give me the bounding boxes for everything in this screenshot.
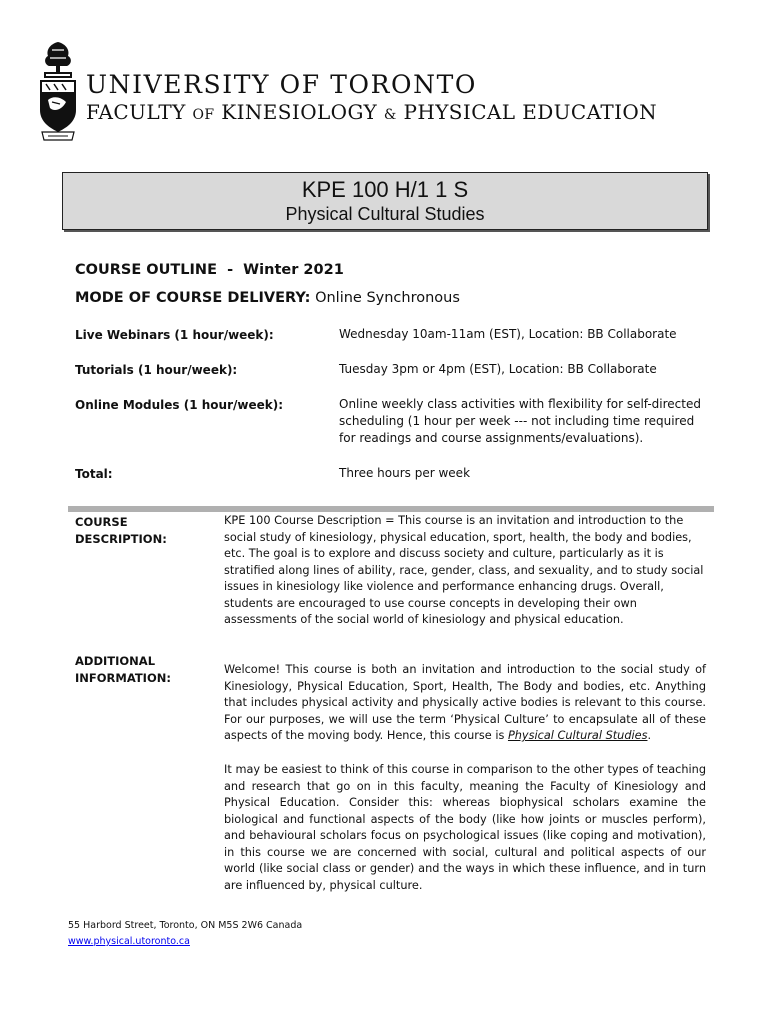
additional-info-label: ADDITIONAL INFORMATION: [75,654,171,685]
course-outline-heading: COURSE OUTLINE - Winter 2021 [75,262,344,278]
university-crest-logo [36,40,80,144]
schedule-value-total: Three hours per week [339,466,471,480]
delivery-mode-value: Online Synchronous [315,290,460,306]
university-name: UNIVERSITY OF TORONTO [86,70,477,99]
delivery-mode-label: MODE OF COURSE DELIVERY: [75,290,311,306]
schedule-value-tutorials: Tuesday 3pm or 4pm (EST), Location: BB Collaborate [339,362,657,376]
additional-info-paragraph-1 [224,662,706,745]
footer-address: 55 Harbord Street, Toronto, ON M5S 2W6 Canada [68,920,303,931]
course-title: Physical Cultural Studies [285,204,485,224]
course-code: KPE 100 H/1 1 S [301,177,469,202]
schedule-value-webinars: Wednesday 10am-11am (EST), Location: BB Collaborate [339,327,677,341]
para1-end: . [647,729,652,742]
schedule-value-modules: Online weekly class activities with flexibility for self-directed scheduling (1 hour per week --- not including time required for readings and course assignments/evaluations). [339,397,701,445]
pcs-emphasis: Physical Cultural Studies [507,729,648,742]
course-title-box [62,172,708,230]
schedule-label-total: Total: [75,467,113,481]
schedule-label-webinars: Live Webinars (1 hour/week): [75,328,274,342]
faculty-website-link[interactable]: www.physical.utoronto.ca [68,936,190,947]
schedule-label-modules: Online Modules (1 hour/week): [75,398,283,412]
course-description-label: COURSE DESCRIPTION: [75,515,167,546]
section-divider [68,506,714,512]
delivery-mode-line [75,290,460,306]
para1-text: Welcome! This course is both an invitation and introduction to the social study of Kinesiology, Physical Education, Sport, Health, The Body and bodies, etc. Anything that includes physical activity and physically active bodies is relevant to this course. For our purposes, we will use the term ‘Physical Culture’ to encapsulate all of these aspects of the moving body. Hence, this course is [224,663,706,742]
additional-info-paragraph-2: It may be easiest to think of this course in comparison to the other types of teaching and research that go on in this faculty, meaning the Faculty of Kinesiology and Physical Education. Consider this: whereas biophysical scholars examine the biological and functional aspects of the body (like how joints or muscles perform), and behavioural scholars focus on psychological issues (like coping and motivation), in this course we are concerned with social, cultural and political aspects of our world (like social class or gender) and the ways in which these influence, and in turn are influenced by, physical culture. [224,763,706,892]
schedule-label-tutorials: Tutorials (1 hour/week): [75,363,238,377]
faculty-name: FACULTY OF KINESIOLOGY & PHYSICAL EDUCATION [86,100,658,124]
course-description-text: KPE 100 Course Description = This course is an invitation and introduction to the social study of kinesiology, physical education, sport, health, the body and bodies, etc. The goal is to explore and discuss society and culture, particularly as it is stratified along lines of ability, race, gender, class, and sexuality, and to study social issues in kinesiology like violence and performance enhancing drugs. Overall, students are encouraged to use course concepts in developing their own assessments of the social world of kinesiology and physical education. [224,514,704,626]
